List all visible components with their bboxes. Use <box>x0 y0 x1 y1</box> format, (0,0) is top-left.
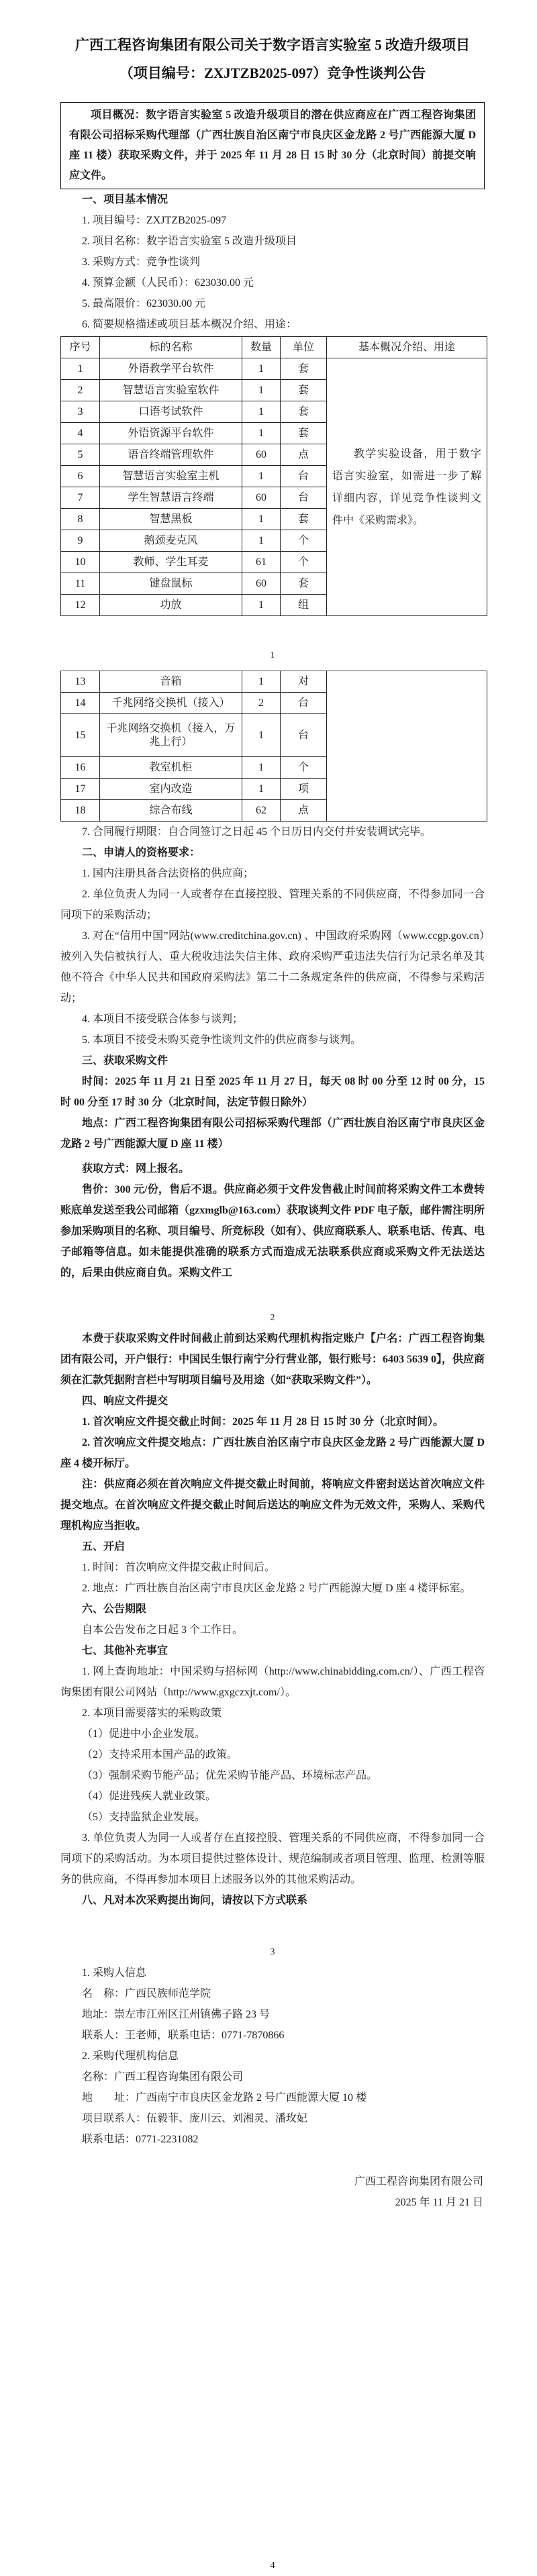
cell-name: 鹅颈麦克风 <box>100 530 242 552</box>
table-header-row <box>61 337 487 358</box>
table-row <box>61 358 487 380</box>
cell-name: 功放 <box>100 595 242 616</box>
cell-unit: 项 <box>281 779 327 800</box>
policy-item-5: （5）支持监狱企业发展。 <box>82 1812 206 1823</box>
cell-qty: 1 <box>242 530 281 552</box>
budget-line: 4. 预算金额（人民币）：623030.00 元 <box>82 277 254 289</box>
buyer-contact-line: 联系人：王老师，联系电话：0771-7870866 <box>82 2030 285 2041</box>
cell-name: 教师、学生耳麦 <box>100 552 242 573</box>
table-row <box>61 671 487 693</box>
cell-name: 千兆网络交换机（接入，万兆上行） <box>100 714 242 757</box>
response-note: 注：供应商必须在首次响应文件提交截止时间前，将响应文件密封送达首次响应文件提交地点。在首次响应文件提交截止时间后送达的响应文件为无效文件，采购人、采购代理机构应当拒收。 <box>60 1479 485 1532</box>
title-line-1: 广西工程咨询集团有限公司关于数字语言实验室 5 改造升级项目 <box>75 37 470 53</box>
cell-name: 智慧语言实验室软件 <box>100 380 242 401</box>
cell-unit: 套 <box>281 573 327 595</box>
signature-block <box>60 2171 485 2213</box>
cell-unit: 台 <box>281 714 327 757</box>
cell-unit: 个 <box>281 757 327 779</box>
procurement-method-line: 3. 采购方式：竞争性谈判 <box>82 256 201 268</box>
section-6-heading: 六、公告期限 <box>82 1603 147 1615</box>
cell-index: 14 <box>61 693 100 714</box>
cell-index: 6 <box>61 466 100 487</box>
qualification-item-2: 2. 单位负责人为同一人或者存在直接控股、管理关系的不同供应商，不得参加同一合同项下的采购活动； <box>60 889 485 921</box>
cell-qty: 1 <box>242 757 281 779</box>
buyer-name-line: 名 称：广西民族师范学院 <box>82 1988 211 1999</box>
title-line-2: （项目编号：ZXJTZB2025-097）竞争性谈判公告 <box>119 65 426 81</box>
merged-description-cell <box>327 358 487 616</box>
cell-name: 学生智慧语言终端 <box>100 487 242 509</box>
agency-address-line: 地 址：广西南宁市良庆区金龙路 2 号广西能源大厦 10 楼 <box>82 2092 367 2103</box>
cell-index: 11 <box>61 573 100 595</box>
price-ceiling-line: 5. 最高限价：623030.00 元 <box>82 298 206 309</box>
cell-name: 外语教学平台软件 <box>100 358 242 380</box>
cell-qty: 61 <box>242 552 281 573</box>
section-3-heading: 三、获取采购文件 <box>82 1055 168 1067</box>
merged-description-cell-empty <box>327 671 487 822</box>
cell-name: 千兆网络交换机（接入） <box>100 693 242 714</box>
contract-period-line: 7. 合同履行期限：自合同签订之日起 45 个日历日内交付并安装调试完毕。 <box>82 826 432 838</box>
cell-unit: 个 <box>281 552 327 573</box>
cell-qty: 1 <box>242 595 281 616</box>
items-table-page1 <box>60 336 487 616</box>
cell-unit: 个 <box>281 530 327 552</box>
section-8-heading: 八、凡对本次采购提出询问，请按以下方式联系 <box>82 1895 308 1906</box>
cell-index: 17 <box>61 779 100 800</box>
policy-item-2: （2）支持采用本国产品的政策。 <box>82 1749 238 1761</box>
cell-name: 外语资源平台软件 <box>100 423 242 444</box>
cell-index: 2 <box>61 380 100 401</box>
cell-qty: 1 <box>242 714 281 757</box>
cell-index: 8 <box>61 509 100 530</box>
policy-item-4: （4）促进残疾人就业政策。 <box>82 1791 217 1802</box>
cell-qty: 62 <box>242 800 281 822</box>
supplier-restriction-paragraph: 3. 单位负责人为同一人或者存在直接控股、管理关系的不同供应商，不得参加同一合同项下的采购活动。为本项目提供过整体设计、规范编制或者项目管理、监理、检测等服务的供应商，不得再参加本项目上述服务以外的其他采购活动。 <box>60 1832 485 1885</box>
document-price-paragraph: 售价：300 元/份，售后不退。供应商必须于文件发售截止时间前将采购文件工本费转账底单发送至我公司邮箱（gzxmglb@163.com）获取谈判文件 PDF 电子版，邮件需注明所参加采购项目的名称、项目编号、所竞标段（如有）、供应商联系人、联系电话、传真、电子邮箱等信息。如未能提供准确的联系方式而造成无法联系供应商或采购文件无法送达的，后果由供应商自负。采购文件工 <box>60 1184 485 1279</box>
policy-item-3: （3）强制采购节能产品；优先采购节能产品、环境标志产品。 <box>82 1770 378 1781</box>
cell-index: 10 <box>61 552 100 573</box>
online-query-line: 1. 网上查询地址：中国采购与招标网（http://www.chinabidding.com.cn/）、广西工程咨询集团有限公司网站（http://www.gxgczxjt.com/）。 <box>60 1666 485 1698</box>
cell-name: 语音终端管理软件 <box>100 444 242 466</box>
project-name-line: 2. 项目名称：数字语言实验室 5 改造升级项目 <box>82 236 297 247</box>
cell-unit: 套 <box>281 380 327 401</box>
cell-name: 键盘鼠标 <box>100 573 242 595</box>
spec-intro-line: 6. 简要规格描述或项目基本概况介绍、用途： <box>82 319 297 330</box>
equipment-description: 教学实验设备，用于数字语言实验室，如需进一步了解详细内容，详见竞争性谈判文件中《采购需求》。 <box>332 448 481 526</box>
cell-index: 16 <box>61 757 100 779</box>
cell-index: 5 <box>61 444 100 466</box>
col-header-qty: 数量 <box>242 337 281 358</box>
cell-qty: 60 <box>242 487 281 509</box>
cell-unit: 套 <box>281 509 327 530</box>
cell-unit: 套 <box>281 358 327 380</box>
document-title <box>60 31 485 87</box>
qualification-item-5: 5. 本项目不接受未购买竞争性谈判文件的供应商参与谈判。 <box>82 1034 362 1046</box>
items-table-page2 <box>60 670 487 822</box>
cell-qty: 60 <box>242 573 281 595</box>
col-header-unit: 单位 <box>281 337 327 358</box>
cell-name: 智慧黑板 <box>100 509 242 530</box>
cell-index: 12 <box>61 595 100 616</box>
cell-index: 4 <box>61 423 100 444</box>
opening-place-line: 2. 地点：广西壮族自治区南宁市良庆区金龙路 2 号广西能源大厦 D 座 4 楼评标室。 <box>82 1583 471 1594</box>
cell-name: 智慧语言实验室主机 <box>100 466 242 487</box>
buyer-info-heading: 1. 采购人信息 <box>82 1967 147 1979</box>
page-number-3: 3 <box>270 1947 275 1957</box>
section-7-heading: 七、其他补充事宜 <box>82 1645 168 1656</box>
cell-qty: 1 <box>242 423 281 444</box>
col-header-index: 序号 <box>61 337 100 358</box>
opening-time-line: 1. 时间：首次响应文件提交截止时间后。 <box>82 1562 276 1573</box>
agency-name-line: 名称：广西工程咨询集团有限公司 <box>82 2071 244 2083</box>
cell-index: 1 <box>61 358 100 380</box>
signature-date: 2025 年 11 月 21 日 <box>395 2197 483 2208</box>
agency-phone-line: 联系电话：0771-2231082 <box>82 2134 199 2145</box>
policy-item-1: （1）促进中小企业发展。 <box>82 1728 206 1740</box>
document-price-paragraph-continued: 本费于获取采购文件时间截止前到达采购代理机构指定账户【户名：广西工程咨询集团有限公司，开户银行：中国民生银行南宁分行营业部，银行账号：6403 5639 0】，供应商须在汇款凭据附言栏中写明项目编号及用途（如“获取采购文件”）。 <box>60 1333 485 1386</box>
cell-unit: 套 <box>281 423 327 444</box>
cell-unit: 点 <box>281 444 327 466</box>
cell-qty: 1 <box>242 509 281 530</box>
cell-qty: 1 <box>242 466 281 487</box>
section-1-heading: 一、项目基本情况 <box>82 194 168 205</box>
qualification-item-1: 1. 国内注册具备合法资格的供应商； <box>82 868 254 879</box>
project-overview-text: 项目概况：数字语言实验室 5 改造升级项目的潜在供应商应在广西工程咨询集团有限公司招标采购代理部（广西壮族自治区南宁市良庆区金龙路 2 号广西能源大厦 D 座 11 楼）获取采购文件，并于 2025 年 11 月 28 日 15 时 30 分（北京时间）前提交响应文件。 <box>69 109 476 181</box>
cell-unit: 套 <box>281 401 327 423</box>
cell-qty: 1 <box>242 358 281 380</box>
col-header-name: 标的名称 <box>100 337 242 358</box>
page-number-1: 1 <box>270 650 275 660</box>
response-deadline-line: 1. 首次响应文件提交截止时间：2025 年 11 月 28 日 15 时 30 分（北京时间）。 <box>82 1416 444 1428</box>
section-4-heading: 四、响应文件提交 <box>82 1395 168 1407</box>
cell-name: 教室机柜 <box>100 757 242 779</box>
cell-qty: 1 <box>242 671 281 693</box>
cell-index: 18 <box>61 800 100 822</box>
cell-qty: 1 <box>242 380 281 401</box>
policy-intro-line: 2. 本项目需要落实的采购政策 <box>82 1707 222 1719</box>
page-number-4: 4 <box>270 2561 275 2571</box>
cell-unit: 台 <box>281 487 327 509</box>
cell-qty: 60 <box>242 444 281 466</box>
cell-index: 7 <box>61 487 100 509</box>
col-header-desc: 基本概况介绍、用途 <box>327 337 487 358</box>
signature-company: 广西工程咨询集团有限公司 <box>354 2176 483 2187</box>
cell-unit: 点 <box>281 800 327 822</box>
cell-unit: 台 <box>281 466 327 487</box>
document-obtain-method: 获取方式：网上报名。 <box>82 1163 190 1175</box>
document-obtain-time: 时间：2025 年 11 月 21 日至 2025 年 11 月 27 日，每天 08 时 00 分至 12 时 00 分，15 时 00 分至 17 时 30 分（北京时间，法定节假日除外） <box>60 1076 485 1108</box>
cell-index: 13 <box>61 671 100 693</box>
cell-qty: 2 <box>242 693 281 714</box>
cell-qty: 1 <box>242 779 281 800</box>
project-number-line: 1. 项目编号：ZXJTZB2025-097 <box>82 215 227 226</box>
cell-index: 3 <box>61 401 100 423</box>
response-place-line: 2. 首次响应文件提交地点：广西壮族自治区南宁市良庆区金龙路 2 号广西能源大厦 D 座 4 楼开标厅。 <box>60 1437 485 1469</box>
cell-unit: 组 <box>281 595 327 616</box>
cell-unit: 对 <box>281 671 327 693</box>
announcement-period-line: 自本公告发布之日起 3 个工作日。 <box>82 1624 244 1636</box>
agency-info-heading: 2. 采购代理机构信息 <box>82 2050 179 2062</box>
cell-qty: 1 <box>242 401 281 423</box>
cell-name: 综合布线 <box>100 800 242 822</box>
page-number-2: 2 <box>270 1313 275 1323</box>
agency-contacts-line: 项目联系人：伍毅菲、庞川云、刘湘灵、潘玫妃 <box>82 2113 308 2124</box>
cell-index: 15 <box>61 714 100 757</box>
cell-unit: 台 <box>281 693 327 714</box>
project-overview-box <box>60 102 485 189</box>
section-2-heading: 二、申请人的资格要求： <box>82 847 201 858</box>
cell-index: 9 <box>61 530 100 552</box>
cell-name: 室内改造 <box>100 779 242 800</box>
cell-name: 口语考试软件 <box>100 401 242 423</box>
buyer-address-line: 地址：崇左市江州区江州镇佛子路 23 号 <box>82 2009 271 2020</box>
qualification-item-4: 4. 本项目不接受联合体参与谈判； <box>82 1013 244 1025</box>
qualification-item-3: 3. 对在“信用中国”网站(www.creditchina.gov.cn) 、中国政府采购网（www.ccgp.gov.cn）被列入失信被执行人、重大税收违法失信主体、政府采购严重违法失信行为记录名单及其他不符合《中华人民共和国政府采购法》第二十二条规定条件的供应商，不得参与采购活动； <box>60 930 485 1004</box>
document-obtain-place: 地点：广西工程咨询集团有限公司招标采购代理部（广西壮族自治区南宁市良庆区金龙路 2 号广西能源大厦 D 座 11 楼） <box>60 1118 485 1150</box>
section-5-heading: 五、开启 <box>82 1541 126 1552</box>
cell-name: 音箱 <box>100 671 242 693</box>
